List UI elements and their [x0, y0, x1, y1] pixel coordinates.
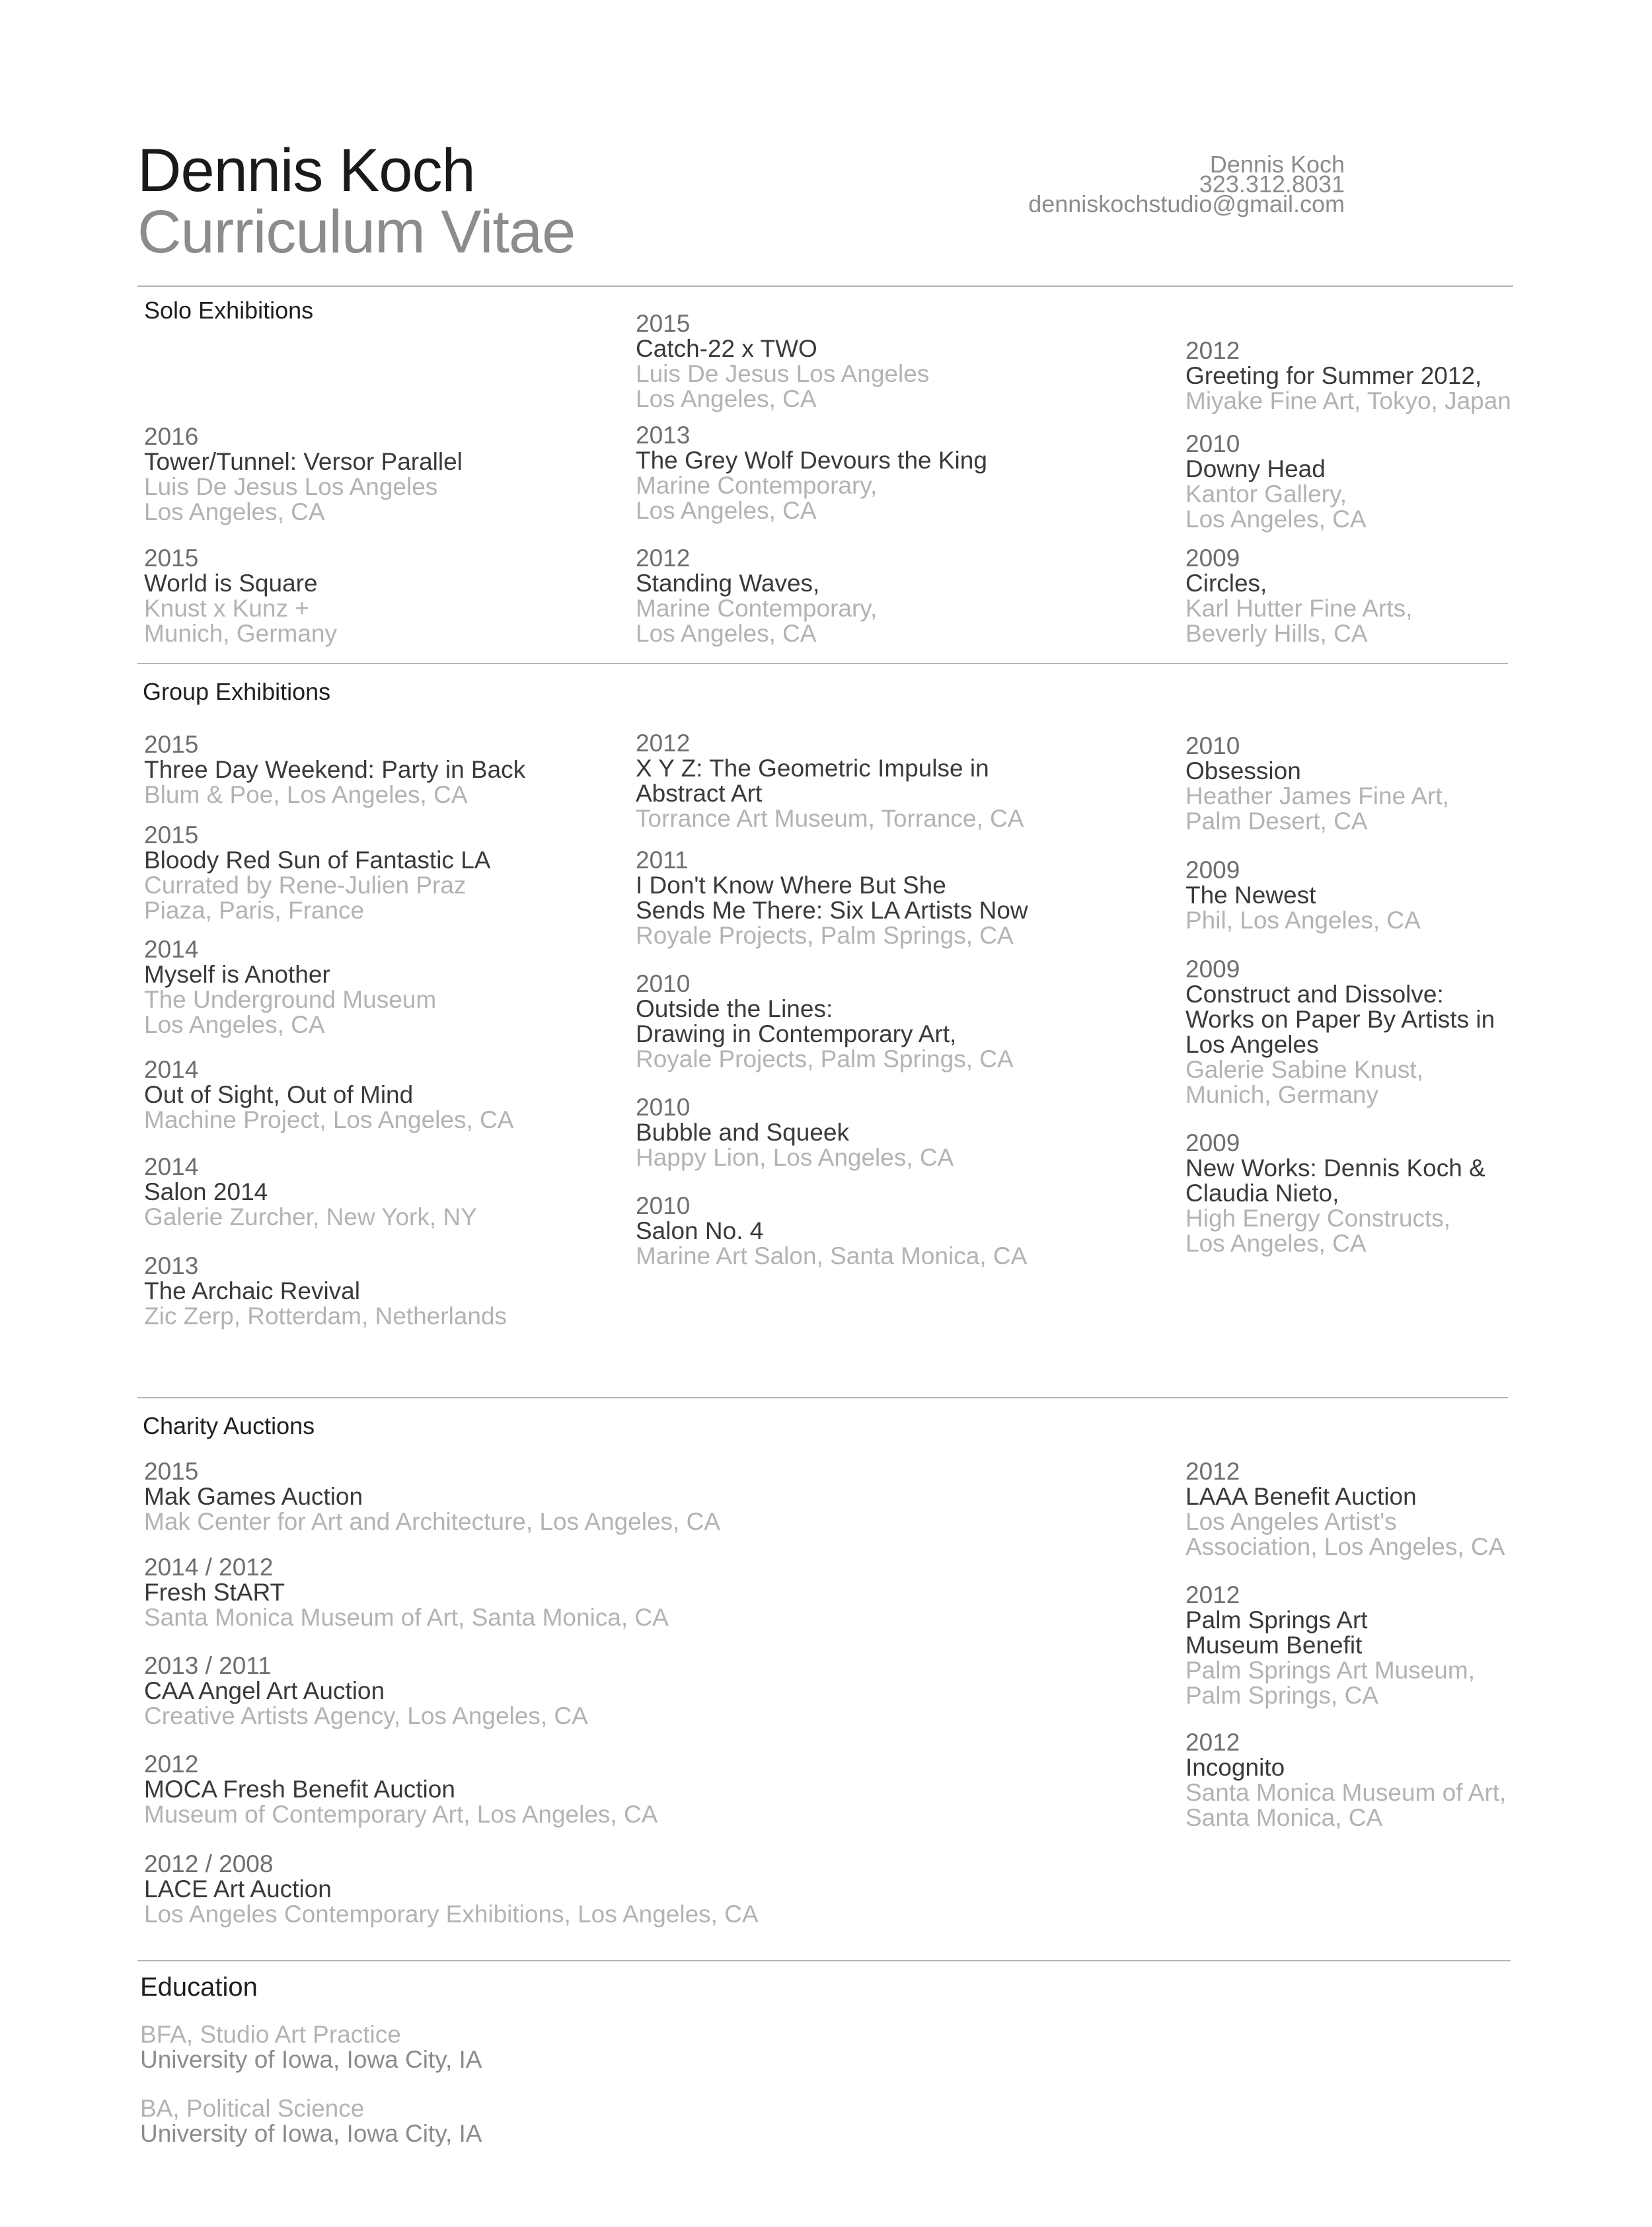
entry-detail: Los Angeles, CA	[636, 497, 817, 524]
entry-title: Standing Waves,	[636, 570, 820, 597]
entry-title: X Y Z: The Geometric Impulse in	[636, 755, 989, 782]
entry-title: Mak Games Auction	[144, 1483, 363, 1510]
contact-email[interactable]: denniskochstudio@gmail.com	[1028, 190, 1345, 217]
entry-year: 2010	[636, 1192, 691, 1219]
solo-entry	[144, 546, 337, 646]
education-degree: BA, Political Science	[140, 2095, 365, 2122]
group-entry	[1185, 1131, 1485, 1256]
group-entry	[1185, 858, 1421, 933]
entry-title: The Archaic Revival	[144, 1277, 360, 1304]
entry-title: CAA Angel Art Auction	[144, 1677, 385, 1704]
entry-year: 2015	[144, 545, 199, 572]
entry-detail: Galerie Zurcher, New York, NY	[144, 1203, 477, 1230]
entry-title: Construct and Dissolve:	[1185, 981, 1444, 1008]
entry-detail: Palm Springs Art Museum,	[1185, 1657, 1475, 1684]
entry-year: 2009	[1185, 545, 1240, 572]
entry-title: Incognito	[1185, 1754, 1285, 1781]
entry-detail: Torrance Art Museum, Torrance, CA	[636, 805, 1024, 832]
solo-entry	[1185, 546, 1412, 646]
entry-detail: Santa Monica Museum of Art,	[1185, 1779, 1507, 1806]
entry-year: 2012	[1185, 337, 1240, 364]
entry-detail: Piaza, Paris, France	[144, 897, 365, 924]
entry-title: The Newest	[1185, 882, 1316, 909]
entry-detail: Palm Desert, CA	[1185, 808, 1368, 835]
entry-title: Los Angeles	[1185, 1031, 1319, 1058]
charity-entry	[144, 1752, 657, 1827]
entry-detail: Santa Monica, CA	[1185, 1804, 1383, 1831]
entry-year: 2013	[144, 1252, 199, 1279]
entry-year: 2016	[144, 423, 199, 450]
entry-year: 2014 / 2012	[144, 1554, 274, 1581]
entry-year: 2015	[144, 821, 199, 849]
entry-year: 2012	[1185, 1729, 1240, 1756]
solo-entry	[1185, 432, 1367, 532]
entry-detail: Phil, Los Angeles, CA	[1185, 907, 1421, 934]
entry-detail: Santa Monica Museum of Art, Santa Monica, CA	[144, 1604, 669, 1631]
entry-detail: Karl Hutter Fine Arts,	[1185, 595, 1413, 622]
cv-subtitle: Curriculum Vitae	[137, 198, 576, 266]
entry-title: Bubble and Squeek	[636, 1119, 849, 1146]
charity-entry	[144, 1459, 720, 1534]
entry-year: 2012	[636, 545, 691, 572]
entry-year: 2013	[636, 422, 691, 449]
entry-detail: Los Angeles, CA	[1185, 1230, 1367, 1257]
entry-detail: Currated by Rene-Julien Praz	[144, 872, 467, 899]
contact-block	[1028, 151, 1345, 217]
entry-title: Tower/Tunnel: Versor Parallel	[144, 448, 463, 475]
entry-year: 2010	[636, 1094, 691, 1121]
group-entry	[636, 1095, 954, 1170]
entry-detail: Los Angeles, CA	[144, 498, 325, 525]
education-degree: BFA, Studio Art Practice	[140, 2021, 401, 2048]
group-entry	[144, 732, 525, 808]
entry-year: 2010	[636, 970, 691, 997]
charity-entry	[144, 1555, 669, 1630]
entry-detail: Knust x Kunz +	[144, 595, 309, 622]
entry-year: 2012	[1185, 1458, 1240, 1485]
charity-entry	[1185, 1583, 1475, 1708]
section-title-solo: Solo Exhibitions	[144, 297, 314, 324]
group-entry	[144, 1254, 507, 1329]
entry-detail: Miyake Fine Art, Tokyo, Japan	[1185, 387, 1511, 414]
group-entry	[1185, 957, 1495, 1108]
contact-name: Dennis Koch	[1209, 151, 1345, 178]
entry-title: Fresh StART	[144, 1579, 285, 1606]
entry-title: LACE Art Auction	[144, 1875, 332, 1903]
group-entry	[144, 1154, 477, 1230]
solo-entry	[144, 424, 463, 525]
entry-year: 2009	[1185, 856, 1240, 884]
education-school: University of Iowa, Iowa City, IA	[140, 2046, 482, 2073]
charity-entry	[1185, 1730, 1506, 1831]
entry-detail: Los Angeles Artist's	[1185, 1508, 1397, 1535]
entry-title: World is Square	[144, 570, 318, 597]
entry-title: Downy Head	[1185, 455, 1326, 482]
charity-entry	[1185, 1459, 1505, 1560]
entry-year: 2010	[1185, 430, 1240, 457]
entry-title: New Works: Dennis Koch &	[1185, 1154, 1485, 1182]
education-entry	[140, 2022, 482, 2072]
group-entry	[636, 848, 1028, 948]
entry-detail: High Energy Constructs,	[1185, 1205, 1451, 1232]
entry-year: 2010	[1185, 732, 1240, 759]
entry-detail: Blum & Poe, Los Angeles, CA	[144, 781, 468, 808]
entry-year: 2012 / 2008	[144, 1850, 274, 1877]
entry-detail: Marine Contemporary,	[636, 472, 878, 499]
entry-year: 2011	[636, 847, 689, 874]
section-title-group: Group Exhibitions	[143, 678, 331, 705]
solo-entry	[636, 311, 929, 412]
entry-detail: Los Angeles, CA	[636, 385, 817, 412]
entry-detail: Museum of Contemporary Art, Los Angeles, CA	[144, 1801, 658, 1828]
entry-detail: Heather James Fine Art,	[1185, 782, 1449, 810]
entry-year: 2014	[144, 1056, 199, 1083]
divider-group	[137, 1397, 1508, 1398]
entry-detail: Royale Projects, Palm Springs, CA	[636, 1045, 1014, 1073]
entry-title: Salon 2014	[144, 1178, 268, 1205]
entry-title: Circles,	[1185, 570, 1267, 597]
entry-detail: Los Angeles, CA	[636, 620, 817, 647]
education-school: University of Iowa, Iowa City, IA	[140, 2120, 482, 2147]
entry-title: LAAA Benefit Auction	[1185, 1483, 1417, 1510]
entry-detail: Royale Projects, Palm Springs, CA	[636, 922, 1014, 949]
entry-detail: Galerie Sabine Knust,	[1185, 1056, 1423, 1083]
entry-title: Museum Benefit	[1185, 1632, 1363, 1659]
entry-title: Drawing in Contemporary Art,	[636, 1020, 957, 1047]
entry-detail: Mak Center for Art and Architecture, Los Angeles, CA	[144, 1508, 720, 1535]
entry-year: 2013 / 2011	[144, 1652, 272, 1679]
entry-year: 2012	[1185, 1581, 1240, 1608]
entry-detail: Munich, Germany	[1185, 1081, 1378, 1108]
group-entry	[144, 1057, 513, 1133]
entry-detail: Los Angeles, CA	[1185, 506, 1367, 533]
divider-header	[137, 285, 1513, 287]
group-entry	[144, 823, 490, 923]
entry-title: Outside the Lines:	[636, 995, 833, 1022]
entry-title: Bloody Red Sun of Fantastic LA	[144, 847, 491, 874]
section-title-charity: Charity Auctions	[143, 1412, 315, 1439]
entry-detail: Happy Lion, Los Angeles, CA	[636, 1144, 954, 1171]
entry-title: Claudia Nieto,	[1185, 1180, 1339, 1207]
entry-year: 2009	[1185, 1129, 1240, 1156]
group-entry	[636, 971, 1014, 1072]
entry-detail: Marine Contemporary,	[636, 595, 878, 622]
entry-year: 2009	[1185, 956, 1240, 983]
divider-charity	[137, 1960, 1511, 1961]
entry-detail: Marine Art Salon, Santa Monica, CA	[636, 1242, 1028, 1269]
group-entry	[636, 1193, 1027, 1269]
contact-phone: 323.312.8031	[1199, 170, 1345, 198]
solo-entry	[636, 546, 877, 646]
entry-detail: Association, Los Angeles, CA	[1185, 1533, 1505, 1560]
entry-year: 2014	[144, 1153, 199, 1180]
group-entry	[1185, 734, 1449, 834]
group-entry	[144, 937, 436, 1038]
entry-detail: Kantor Gallery,	[1185, 480, 1347, 508]
entry-year: 2014	[144, 936, 199, 963]
entry-title: Abstract Art	[636, 780, 763, 807]
entry-title: I Don't Know Where But She	[636, 872, 946, 899]
entry-detail: Palm Springs, CA	[1185, 1682, 1378, 1709]
entry-title: Greeting for Summer 2012,	[1185, 362, 1482, 389]
entry-detail: The Underground Museum	[144, 986, 437, 1013]
entry-detail: Machine Project, Los Angeles, CA	[144, 1106, 514, 1133]
divider-solo	[137, 663, 1508, 664]
education-entry	[140, 2096, 482, 2146]
entry-title: Out of Sight, Out of Mind	[144, 1081, 414, 1108]
group-entry	[636, 731, 1024, 831]
entry-title: Myself is Another	[144, 961, 330, 988]
entry-detail: Zic Zerp, Rotterdam, Netherlands	[144, 1302, 507, 1330]
entry-detail: Creative Artists Agency, Los Angeles, CA	[144, 1702, 588, 1729]
entry-year: 2015	[636, 310, 691, 337]
entry-year: 2012	[144, 1751, 199, 1778]
entry-title: The Grey Wolf Devours the King	[636, 447, 987, 474]
entry-title: Salon No. 4	[636, 1217, 764, 1244]
entry-title: Catch-22 x TWO	[636, 335, 817, 362]
charity-entry	[144, 1852, 759, 1927]
charity-entry	[144, 1653, 588, 1729]
entry-title: Palm Springs Art	[1185, 1606, 1368, 1634]
entry-year: 2015	[144, 1458, 199, 1485]
entry-title: Works on Paper By Artists in	[1185, 1006, 1495, 1033]
entry-detail: Munich, Germany	[144, 620, 337, 647]
entry-detail: Luis De Jesus Los Angeles	[636, 360, 930, 387]
entry-year: 2015	[144, 731, 199, 758]
entry-title: Three Day Weekend: Party in Back	[144, 756, 526, 783]
entry-detail: Beverly Hills, CA	[1185, 620, 1368, 647]
entry-detail: Luis De Jesus Los Angeles	[144, 473, 438, 500]
solo-entry	[1185, 338, 1511, 414]
entry-title: MOCA Fresh Benefit Auction	[144, 1776, 455, 1803]
section-title-education: Education	[140, 1973, 258, 2002]
cv-name: Dennis Koch	[137, 137, 475, 204]
solo-entry	[636, 423, 987, 523]
entry-detail: Los Angeles, CA	[144, 1011, 325, 1038]
entry-title: Sends Me There: Six LA Artists Now	[636, 897, 1028, 924]
entry-title: Obsession	[1185, 757, 1301, 784]
entry-year: 2012	[636, 730, 691, 757]
entry-detail: Los Angeles Contemporary Exhibitions, Los Angeles, CA	[144, 1901, 759, 1928]
